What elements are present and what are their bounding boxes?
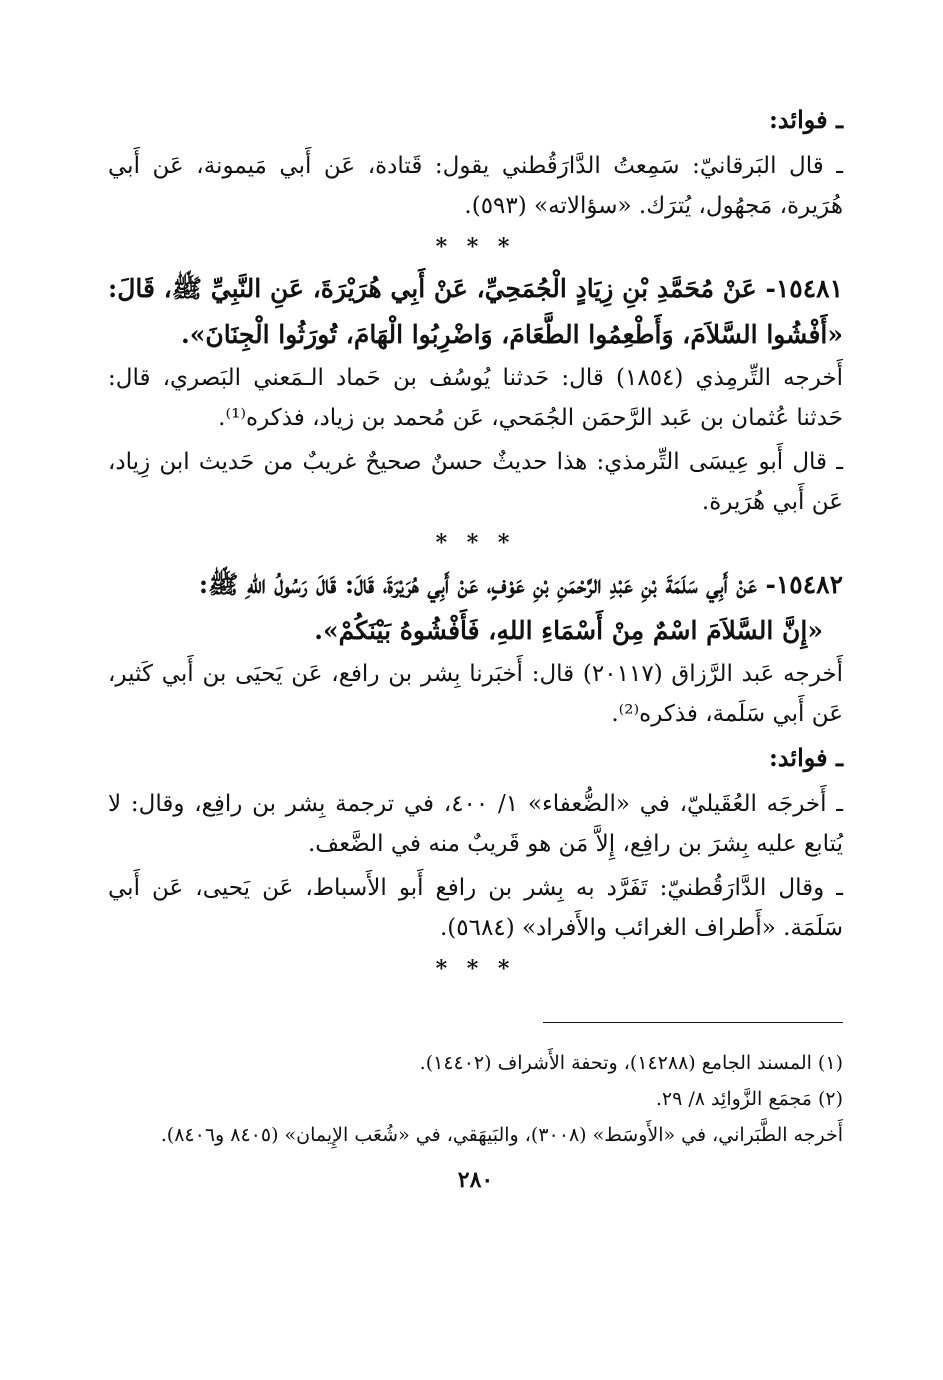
footnote-divider bbox=[543, 1022, 843, 1023]
footnote-2-continued: أَخرجه الطَّبَراني، في «الأَوسَط» (٣٠٠٨)، والبَيهَقي، في «شُعَب الإِيمان» (٨٤٠٥ و٨٤٠٦). bbox=[160, 1124, 843, 1146]
section-separator: * * * bbox=[435, 530, 516, 556]
page-number: ٢٨٠ bbox=[457, 1167, 494, 1193]
hadith-15482 bbox=[108, 562, 843, 608]
hadith-text: عَنْ مُحَمَّدِ بْنِ زِيَادٍ الْجُمَحِيِّ، عَنْ أَبِي هُرَيْرَةَ، عَنِ النَّبِيِّ ﷺ، قَالَ: «أَفْشُوا السَّلاَمَ، وَأَطْعِمُوا الطَّعَامَ، وَاضْرِبُوا الْهَامَ، تُورَثُوا الْجِنَانَ». bbox=[108, 274, 843, 349]
hadith-number: ١٥٤٨١- bbox=[756, 274, 843, 303]
footnote-2: (٢) مَجمَع الزَّوائِد ٨/ ٢٩. bbox=[655, 1088, 843, 1110]
hadith-text: عَنْ أَبِي سَلَمَةَ بْنِ عَبْدِ الرَّحْمَنِ بْنِ عَوْفٍ، عَنْ أَبِي هُرَيْرَةَ، قَالَ: قَالَ رَسُولُ اللهِ ﷺ: bbox=[198, 570, 757, 599]
hadith-quote: «إِنَّ السَّلاَمَ اسْمٌ مِنْ أَسْمَاءِ اللهِ، فَأَفْشُوهُ بَيْنَكُمْ». bbox=[314, 616, 823, 645]
takhrij-paragraph: أَخرجه التِّرمِذي (١٨٥٤) قال: حَدثنا يُوسُف بن حَماد الـمَعني البَصري، قال: حَدثنا عُثمان بن عَبد الرَّحمَن الجُمَحي، عَن مُحمد بن زياد، فذكره⁽¹⁾. bbox=[108, 365, 843, 431]
footnote-1: (١) المسند الجامع (١٤٢٨٨)، وتحفة الأَشراف (١٤٤٠٢). bbox=[419, 1052, 843, 1074]
section-separator: * * * bbox=[435, 234, 516, 260]
fawaid-text: ـ قال البَرقانيّ: سَمِعتُ الدَّارَقُطني يقول: قَتادة، عَن أَبي مَيمونة، عَن أَبي هُرَيرة، مَجهُول، يُترَك. «سؤالاته» (٥٩٣). bbox=[108, 153, 843, 219]
fawaid-heading: ـ فوائد: bbox=[768, 105, 843, 134]
hadith-number: ١٥٤٨٢- bbox=[756, 570, 843, 599]
fawaid-text: ـ أَخرجَه العُقَيليّ، في «الضُّعفاء» ١/ ٤٠٠، في ترجمة بِشر بن رافِع، وقال: لا يُتابع عليه بِشرَ بن رافِع، إِلاَّ مَن هو قَريبٌ منه في الضَّعف. bbox=[108, 791, 843, 857]
takhrij-paragraph: أَخرجه عَبد الرَّزاق (٢٠١١٧) قال: أَخبَرنا بِشر بن رافع، عَن يَحيَى بن أَبي كَثير، عَن أَبي سَلَمة، فذكره⁽²⁾. bbox=[108, 661, 843, 727]
fawaid-text: ـ وقال الدَّارَقُطنيّ: تَفَرَّد به بِشر بن رافع أَبو الأَسباط، عَن يَحيى، عَن أَبي سَلَمَة. «أَطراف الغرائب والأَفراد» (٥٦٨٤). bbox=[108, 875, 843, 941]
section-separator: * * * bbox=[435, 956, 516, 982]
hadith-15481 bbox=[108, 266, 843, 358]
fawaid-heading: ـ فوائد: bbox=[768, 743, 843, 772]
tirmidhi-comment: ـ قال أَبو عِيسَى التِّرمذي: هذا حديثٌ حسنٌ صحيحٌ غريبٌ من حَديث ابن زِياد، عَن أَبي هُرَيرة. bbox=[108, 449, 843, 515]
